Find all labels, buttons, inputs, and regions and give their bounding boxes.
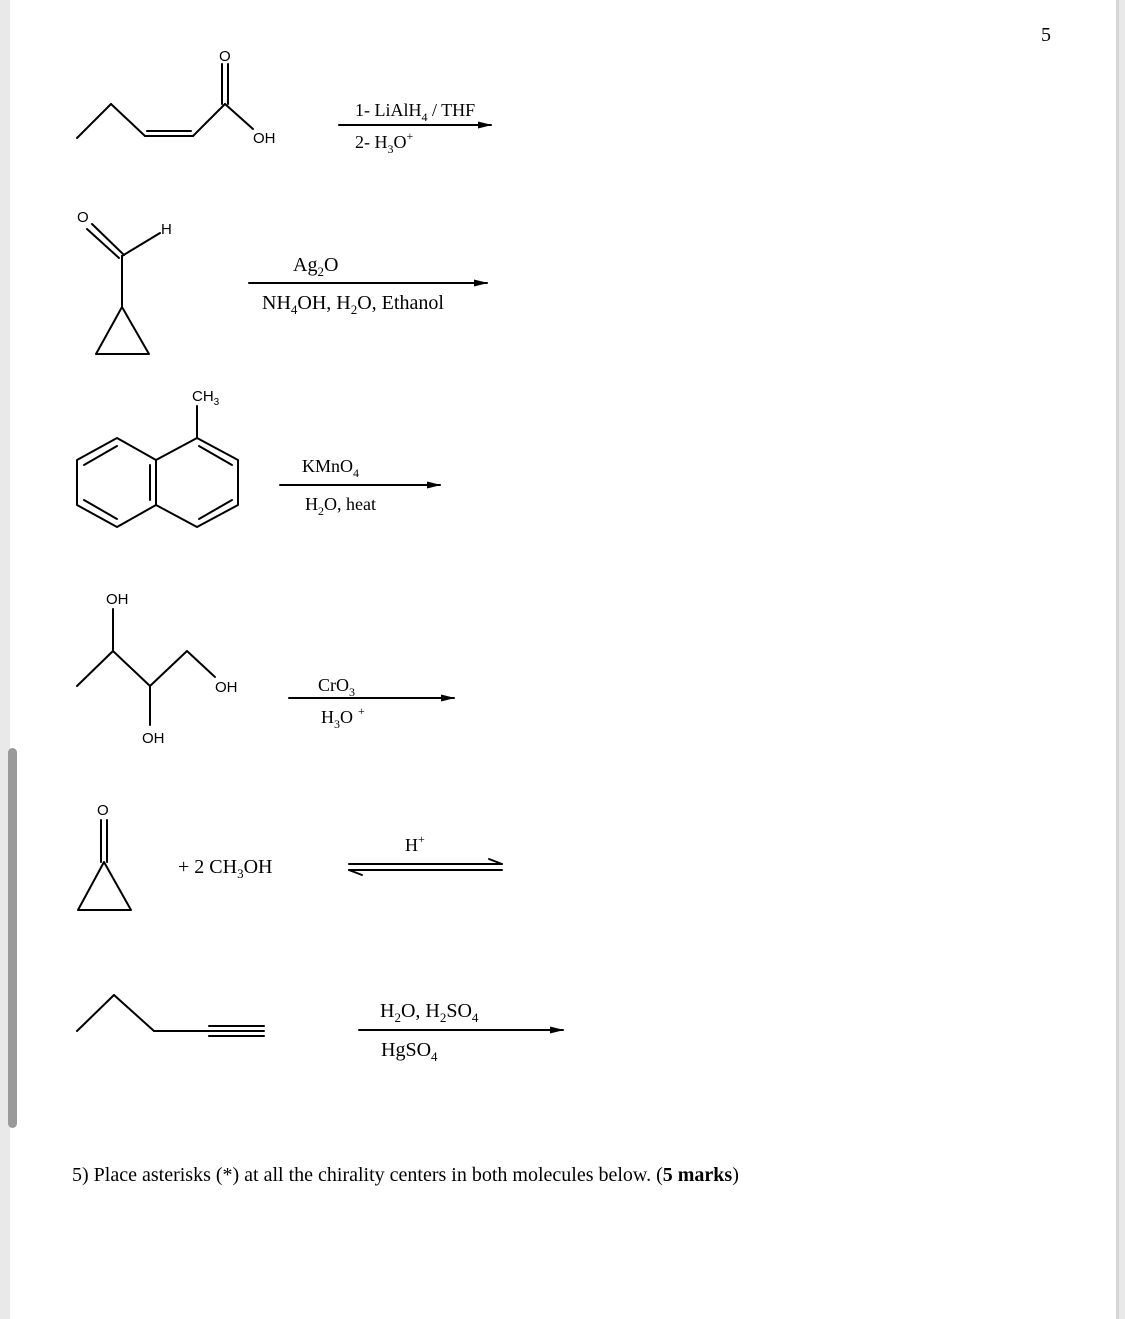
carbonyl-oxygen-label: O <box>219 48 231 65</box>
question-close: ) <box>732 1164 739 1186</box>
reaction-3-substrate <box>77 388 238 527</box>
reaction-3 <box>77 388 440 527</box>
equilibrium-arrow <box>349 859 502 875</box>
reaction-4-reagent-top: CrO$_3$ <box>318 675 355 699</box>
reaction-1-reagent-top: 1- LiAlH$_4$ / THF <box>355 100 476 124</box>
reaction-5-coreactant: + 2 $CH_3OH$ <box>178 856 273 881</box>
reaction-6-reagent-top: $H_2O$, $H_2SO_4$ <box>380 1000 479 1025</box>
question-marks: 5 marks <box>662 1164 733 1186</box>
reaction-1 <box>77 48 491 156</box>
reaction-4-reagent-bottom: $H_3O$ + <box>321 704 365 731</box>
reaction-1-reagent-bottom: 2- $H_3O^+$ <box>355 129 414 156</box>
hydroxyl-bottom-label: OH <box>142 730 165 747</box>
hydroxyl-label: OH <box>253 130 276 147</box>
reaction-1-substrate <box>77 48 276 147</box>
reaction-6-reagent-bottom: HgSO$_4$ <box>381 1039 438 1064</box>
page-number: 5 <box>1041 24 1051 46</box>
question-5 <box>72 1164 739 1187</box>
reaction-2-reagent-bottom: $NH_4OH$, $H_2O$, Ethanol <box>262 292 444 317</box>
hydroxyl-top-label: OH <box>106 591 129 608</box>
question-text: 5) Place asterisks (*) at all the chirality centers in both molecules below. ( <box>72 1164 663 1186</box>
reaction-3-reagent-top: KMnO$_4$ <box>302 456 360 480</box>
ketone-oxygen-label: O <box>97 802 109 819</box>
reaction-3-reagent-bottom: $H_2O$, heat <box>305 494 376 518</box>
aldehyde-oxygen-label: O <box>77 209 89 226</box>
aldehyde-hydrogen-label: H <box>161 221 172 238</box>
reaction-4-substrate <box>77 591 238 747</box>
reaction-4 <box>77 591 454 747</box>
reaction-5 <box>78 802 502 910</box>
hydroxyl-right-label: OH <box>215 679 238 696</box>
reaction-2 <box>77 209 487 354</box>
reaction-6-substrate <box>77 995 264 1036</box>
reaction-5-catalyst: H+ <box>405 832 425 855</box>
methyl-label: $CH_3$ <box>192 388 220 408</box>
reaction-2-reagent-top: $Ag_2O$ <box>293 254 339 279</box>
reaction-5-substrate <box>78 802 131 910</box>
reaction-6 <box>77 995 563 1064</box>
reaction-2-substrate <box>77 209 172 354</box>
